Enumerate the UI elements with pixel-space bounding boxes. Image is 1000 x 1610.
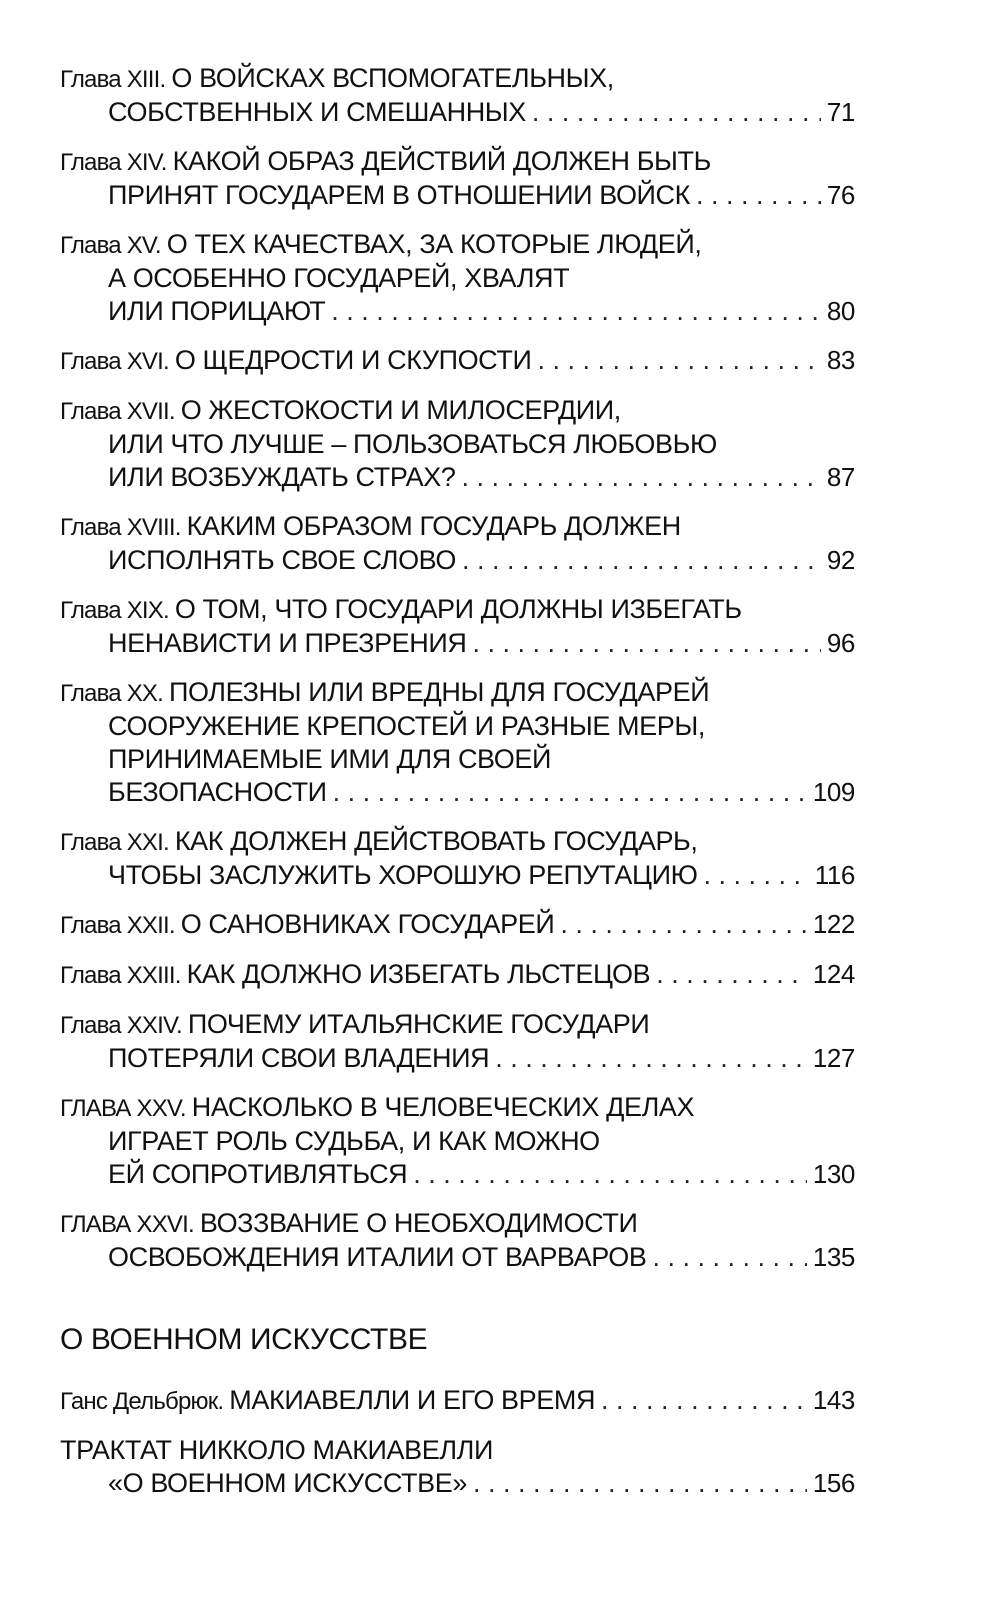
toc-entry-line (60, 544, 855, 577)
toc-entry-line (60, 179, 855, 212)
toc-entry-line (60, 1207, 855, 1241)
chapter-title: О САНОВНИКАХ ГОСУДАРЕЙ (180, 909, 555, 939)
dot-leader (601, 1384, 807, 1417)
toc-entry-line (60, 676, 855, 710)
toc-entry-line (60, 510, 855, 544)
toc-entry-line (60, 1008, 855, 1042)
chapter-title: О ЩЕДРОСТИ И СКУПОСТИ (174, 345, 532, 375)
chapter-number: Глава XXII. (60, 912, 175, 939)
chapter-title: ОСВОБОЖДЕНИЯ ИТАЛИИ ОТ ВАРВАРОВ (108, 1242, 647, 1272)
dot-leader (331, 295, 821, 328)
chapter-number: Глава XVI. (60, 348, 169, 375)
chapter-title: СОБСТВЕННЫХ И СМЕШАННЫХ (108, 97, 526, 127)
toc-entry-line (60, 825, 855, 859)
dot-leader (538, 344, 821, 377)
page-number: 122 (812, 909, 855, 939)
dot-leader (704, 859, 809, 892)
chapter-title: ЧТОБЫ ЗАСЛУЖИТЬ ХОРОШУЮ РЕПУТАЦИЮ (108, 860, 698, 890)
page-number: 96 (826, 628, 855, 658)
toc-entry-line (60, 344, 855, 378)
toc-entry-line (60, 908, 855, 942)
section-entry-list (60, 1384, 855, 1500)
page-number: 116 (814, 860, 855, 890)
chapter-number: Глава XX. (60, 680, 163, 707)
toc-entry[interactable] (60, 1384, 855, 1418)
toc-entry[interactable] (60, 1434, 855, 1500)
chapter-title: ИГРАЕТ РОЛЬ СУДЬБА, И КАК МОЖНО (108, 1126, 600, 1156)
toc-entry[interactable] (60, 344, 855, 378)
page-number: 83 (826, 345, 855, 375)
page-number: 135 (812, 1242, 855, 1272)
page-number: 71 (826, 97, 855, 127)
chapter-title: ИЛИ ПОРИЦАЮТ (108, 296, 326, 326)
toc-entry[interactable] (60, 394, 855, 494)
page-number: 143 (812, 1385, 855, 1415)
chapter-title: МАКИАВЕЛЛИ И ЕГО ВРЕМЯ (229, 1385, 596, 1415)
toc-entry[interactable] (60, 1008, 855, 1075)
toc-entry[interactable] (60, 1207, 855, 1274)
toc-entry-line (60, 1467, 855, 1500)
dot-leader (656, 958, 807, 991)
dot-leader (532, 96, 821, 129)
dot-leader (696, 179, 821, 212)
toc-entry[interactable] (60, 1091, 855, 1191)
chapter-number: Глава XXIII. (60, 962, 181, 989)
chapter-number: Глава XVII. (60, 398, 175, 425)
chapter-title: ИЛИ ЧТО ЛУЧШЕ – ПОЛЬЗОВАТЬСЯ ЛЮБОВЬЮ (108, 429, 717, 459)
page-number: 80 (826, 296, 855, 326)
toc-entry-line (60, 96, 855, 129)
chapter-number: ГЛАВА XXVI. (60, 1211, 194, 1238)
toc-entry-line (60, 461, 855, 494)
toc-entry-line (60, 1434, 855, 1467)
chapter-title: НЕНАВИСТИ И ПРЕЗРЕНИЯ (108, 628, 467, 658)
dot-leader (560, 908, 806, 941)
toc-entry-line (60, 1042, 855, 1075)
toc-entry-line (60, 1384, 855, 1418)
page-number: 109 (812, 777, 855, 807)
chapter-number: Глава XIV. (60, 149, 167, 176)
dot-leader (462, 544, 821, 577)
page-number: 127 (812, 1043, 855, 1073)
toc-entry-line (60, 428, 855, 461)
chapter-title: КАК ДОЛЖНО ИЗБЕГАТЬ ЛЬСТЕЦОВ (186, 959, 651, 989)
chapter-title: О ВОЙСКАХ ВСПОМОГАТЕЛЬНЫХ, (171, 63, 614, 93)
dot-leader (473, 627, 821, 660)
toc-entry-line (60, 593, 855, 627)
chapter-title: «О ВОЕННОМ ИСКУССТВЕ» (108, 1468, 467, 1498)
toc-entry-line (60, 62, 855, 96)
chapter-title: НАСКОЛЬКО В ЧЕЛОВЕЧЕСКИХ ДЕЛАХ (191, 1092, 695, 1122)
toc-entry-line (60, 295, 855, 328)
chapter-title: КАК ДОЛЖЕН ДЕЙСТВОВАТЬ ГОСУДАРЬ, (174, 826, 698, 856)
chapter-number: Глава XXI. (60, 829, 169, 856)
toc-entry[interactable] (60, 908, 855, 942)
chapter-title: БЕЗОПАСНОСТИ (108, 777, 327, 807)
toc-entry-line (60, 1125, 855, 1158)
chapter-number: Глава XVIII. (60, 514, 181, 541)
toc-entry[interactable] (60, 958, 855, 992)
section-title: О ВОЕННОМ ИСКУССТВЕ (60, 1323, 428, 1356)
chapter-title: ИСПОЛНЯТЬ СВОЕ СЛОВО (108, 545, 456, 575)
toc-entry-line (60, 710, 855, 743)
chapter-number: Глава XV. (60, 232, 161, 259)
dot-leader (652, 1241, 806, 1274)
page-number: 130 (812, 1159, 855, 1189)
toc-entry-line (60, 145, 855, 179)
chapter-title: ВОЗЗВАНИЕ О НЕОБХОДИМОСТИ (199, 1208, 638, 1238)
toc-entry[interactable] (60, 676, 855, 809)
dot-leader (495, 1042, 807, 1075)
page-number: 156 (812, 1468, 855, 1498)
dot-leader (333, 776, 807, 809)
chapter-title: ИЛИ ВОЗБУЖДАТЬ СТРАХ? (108, 462, 456, 492)
chapter-title: ПРИНИМАЕМЫЕ ИМИ ДЛЯ СВОЕЙ (108, 744, 551, 774)
page-number: 92 (826, 545, 855, 575)
toc-entry-line (60, 958, 855, 992)
toc-entry-line (60, 776, 855, 809)
page-number: 87 (826, 462, 855, 492)
chapter-title: КАКИМ ОБРАЗОМ ГОСУДАРЬ ДОЛЖЕН (186, 511, 681, 541)
toc-entry-line (60, 627, 855, 660)
chapter-title: ПОЛЕЗНЫ ИЛИ ВРЕДНЫ ДЛЯ ГОСУДАРЕЙ (168, 677, 710, 707)
dot-leader (461, 461, 820, 494)
chapter-number: Ганс Дельбрюк. (60, 1388, 224, 1415)
chapter-number: Глава XIII. (60, 66, 166, 93)
toc-entry-line (60, 1091, 855, 1125)
toc-entry[interactable] (60, 145, 855, 212)
chapter-title: О ЖЕСТОКОСТИ И МИЛОСЕРДИИ, (180, 395, 621, 425)
chapter-title: А ОСОБЕННО ГОСУДАРЕЙ, ХВАЛЯТ (108, 263, 570, 293)
toc-entry[interactable] (60, 593, 855, 660)
chapter-title: ЕЙ СОПРОТИВЛЯТЬСЯ (108, 1159, 408, 1189)
page-number: 76 (826, 180, 855, 210)
chapter-number: ГЛАВА XXV. (60, 1095, 186, 1122)
toc-entry-line (60, 1241, 855, 1274)
chapter-title: ПОТЕРЯЛИ СВОИ ВЛАДЕНИЯ (108, 1043, 490, 1073)
toc-entry-line (60, 859, 855, 892)
table-of-contents (60, 62, 855, 1516)
dot-leader (473, 1467, 807, 1500)
toc-entry-line (60, 262, 855, 295)
toc-entry[interactable] (60, 62, 855, 129)
page-number: 124 (812, 959, 855, 989)
chapter-title: О ТЕХ КАЧЕСТВАХ, ЗА КОТОРЫЕ ЛЮДЕЙ, (166, 229, 702, 259)
chapter-list (60, 62, 855, 1274)
toc-entry[interactable] (60, 228, 855, 328)
chapter-title: ПОЧЕМУ ИТАЛЬЯНСКИЕ ГОСУДАРИ (187, 1009, 650, 1039)
toc-entry-line (60, 228, 855, 262)
toc-entry[interactable] (60, 510, 855, 577)
toc-entry-line (60, 743, 855, 776)
dot-leader (413, 1158, 807, 1191)
chapter-title: О ТОМ, ЧТО ГОСУДАРИ ДОЛЖНЫ ИЗБЕГАТЬ (174, 594, 742, 624)
chapter-number: Глава XXIV. (60, 1012, 182, 1039)
chapter-title: ПРИНЯТ ГОСУДАРЕМ В ОТНОШЕНИИ ВОЙСК (108, 180, 690, 210)
toc-entry[interactable] (60, 825, 855, 892)
chapter-number: Глава XIX. (60, 597, 169, 624)
chapter-title: ТРАКТАТ НИККОЛО МАКИАВЕЛЛИ (60, 1435, 494, 1465)
toc-entry-line (60, 1158, 855, 1191)
toc-entry-line (60, 394, 855, 428)
chapter-title: СООРУЖЕНИЕ КРЕПОСТЕЙ И РАЗНЫЕ МЕРЫ, (108, 711, 705, 741)
chapter-title: КАКОЙ ОБРАЗ ДЕЙСТВИЙ ДОЛЖЕН БЫТЬ (172, 146, 711, 176)
